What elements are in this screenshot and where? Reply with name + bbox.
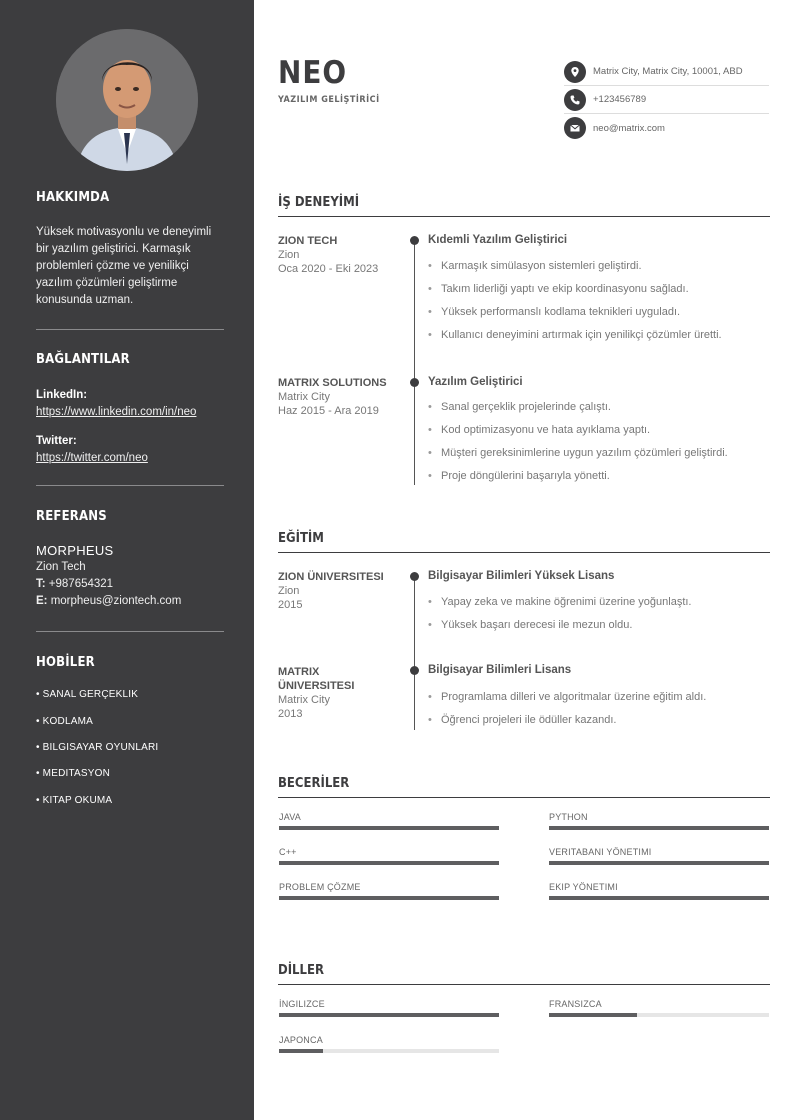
section-rule [278,797,770,798]
skill-bar-track [549,896,769,900]
education-heading: EĞİTİM [278,531,324,546]
timeline-line [414,240,415,485]
list-item: • Yapay zeka ve makine öğrenimi üzerine yoğunlaştı. [428,595,768,618]
sidebar [0,0,254,1120]
contact-email [564,114,769,142]
skill-label: C++ [279,847,297,857]
hobby-item: • BILGISAYAR OYUNLARI [36,742,159,753]
reference-email [36,593,226,610]
job-org [278,234,398,276]
skill-bar-fill [549,826,769,830]
profile-name: NEO [278,55,348,91]
org-name: MATRIX ÜNIVERSITESI [278,666,355,692]
reference-phone [36,576,226,593]
skill-label: PYTHON [549,812,588,822]
skill-item [549,847,769,865]
skill-item [549,812,769,830]
org-name: MATRIX SOLUTIONS [278,377,387,389]
section-rule [278,216,770,217]
phone-label: T: [36,578,46,590]
org-name: ZION TECH [278,235,338,247]
skill-bar-fill [549,861,769,865]
skill-bar-track [279,896,499,900]
job-title: Kıdemli Yazılım Geliştirici [428,234,568,246]
org-dates: Haz 2015 - Ara 2019 [278,405,379,417]
skill-bar-fill [549,896,769,900]
timeline-dot [410,378,419,387]
list-item: • Müşteri gereksinimlerine uygun yazılım çözümleri geliştirdi. [428,446,768,469]
hobby-item: • KODLAMA [36,716,93,727]
avatar [56,29,198,171]
skill-bar-fill [279,826,499,830]
hobby-item: • MEDITASYON [36,768,111,779]
reference-company: Zion Tech [36,561,86,573]
org-place: Matrix City [278,391,330,403]
reference-heading: REFERANS [36,509,107,524]
job-org [278,376,398,418]
languages-heading: DİLLER [278,963,324,978]
contact-email-text[interactable]: neo@matrix.com [593,122,665,134]
divider [36,485,224,486]
contact-phone-text: +123456789 [593,94,647,105]
list-item: • Takım liderliği yaptı ve ekip koordinasyonu sağladı. [428,282,768,305]
skill-label: JAVA [279,812,301,822]
list-item: • Programlama dilleri ve algoritmalar üzerine eğitim aldı. [428,690,768,713]
hobbies-heading: HOBİLER [36,655,95,670]
reference-email-value: morpheus@ziontech.com [50,595,182,607]
linkedin-label: LinkedIn: [36,389,88,401]
language-bar-track [549,1013,769,1017]
contact-address [564,58,769,86]
list-item: • Öğrenci projeleri ile ödüller kazandı. [428,713,768,736]
language-item [549,999,769,1017]
skill-label: VERITABANI YÖNETIMI [549,847,652,857]
timeline-dot [410,236,419,245]
skill-item [279,812,499,830]
timeline-dot [410,666,419,675]
skill-bar-track [549,826,769,830]
skill-item [279,882,499,900]
language-bar-fill [279,1013,499,1017]
about-text: Yüksek motivasyonlu ve deneyimli bir yazılım geliştirici. Karmaşık problemleri çözme ve yenilikçi yazılım çözümleri geliştirme konusunda uzman. [36,226,212,306]
list-item: • Yüksek başarı derecesi ile mezun oldu. [428,618,768,641]
org-name: ZION ÜNIVERSITESI [278,571,384,583]
degree-title: Bilgisayar Bilimleri Yüksek Lisans [428,570,615,582]
skill-item [549,882,769,900]
edu-org [278,665,388,721]
reference-block [36,542,226,610]
edu-org [278,570,398,612]
org-place: Zion [278,585,300,597]
phone-icon [564,89,586,111]
skill-bar-fill [279,896,499,900]
edu-bullets [428,690,768,736]
list-item: • Yüksek performanslı kodlama teknikleri uyguladı. [428,305,768,328]
divider [36,631,224,632]
skills-heading: BECERİLER [278,776,350,791]
timeline-line [414,576,415,730]
org-place: Matrix City [278,694,330,706]
edu-bullets [428,595,768,641]
skill-bar-fill [279,861,499,865]
language-label: FRANSIZCA [549,999,602,1009]
skill-item [279,847,499,865]
skill-bar-track [549,861,769,865]
profile-photo-icon [56,29,198,171]
links-heading: BAĞLANTILAR [36,352,130,367]
twitter-label: Twitter: [36,435,77,447]
linkedin-url[interactable]: https://www.linkedin.com/in/neo [36,406,197,418]
job-title: Yazılım Geliştirici [428,376,523,388]
email-icon [564,117,586,139]
link-linkedin [36,387,226,421]
email-label: E: [36,595,48,607]
list-item: • Sanal gerçeklik projelerinde çalıştı. [428,400,768,423]
skill-label: PROBLEM ÇÖZME [279,882,361,892]
section-rule [278,552,770,553]
twitter-url[interactable]: https://twitter.com/neo [36,452,148,464]
divider [36,329,224,330]
org-dates: Oca 2020 - Eki 2023 [278,263,379,275]
degree-title: Bilgisayar Bilimleri Lisans [428,664,572,676]
list-item: • Kod optimizasyonu ve hata ayıklama yaptı. [428,423,768,446]
language-bar-fill [279,1049,323,1053]
reference-name: MORPHEUS [36,543,114,558]
language-bar-track [279,1013,499,1017]
language-bar-track [279,1049,499,1053]
language-item [279,999,499,1017]
language-label: JAPONCA [279,1035,323,1045]
about-heading: HAKKIMDA [36,190,110,205]
contact-address-text: Matrix City, Matrix City, 10001, ABD [593,66,743,77]
location-icon [564,61,586,83]
skill-bar-track [279,861,499,865]
contact-phone [564,86,769,114]
link-twitter [36,433,226,467]
org-dates: 2015 [278,599,303,611]
hobby-item: • SANAL GERÇEKLIK [36,689,139,700]
section-rule [278,984,770,985]
skill-label: EKIP YÖNETIMI [549,882,618,892]
skill-bar-track [279,826,499,830]
language-label: İNGILIZCE [279,999,325,1009]
list-item: • Proje döngülerini başarıyla yönetti. [428,469,768,492]
timeline-dot [410,572,419,581]
list-item: • Kullanıcı deneyimini artırmak için yenilikçi çözümler üretti. [428,328,768,351]
list-item: • Karmaşık simülasyon sistemleri geliştirdi. [428,259,768,282]
main-content [254,0,794,1120]
job-bullets [428,259,768,351]
hobby-item: • KITAP OKUMA [36,795,113,806]
experience-heading: İŞ DENEYİMİ [278,195,360,210]
language-bar-fill [549,1013,637,1017]
org-dates: 2013 [278,708,303,720]
profile-role: YAZILIM GELİŞTİRİCİ [278,95,380,105]
language-item [279,1035,499,1053]
reference-phone-value: +987654321 [48,578,114,590]
org-place: Zion [278,249,300,261]
job-bullets [428,400,768,492]
